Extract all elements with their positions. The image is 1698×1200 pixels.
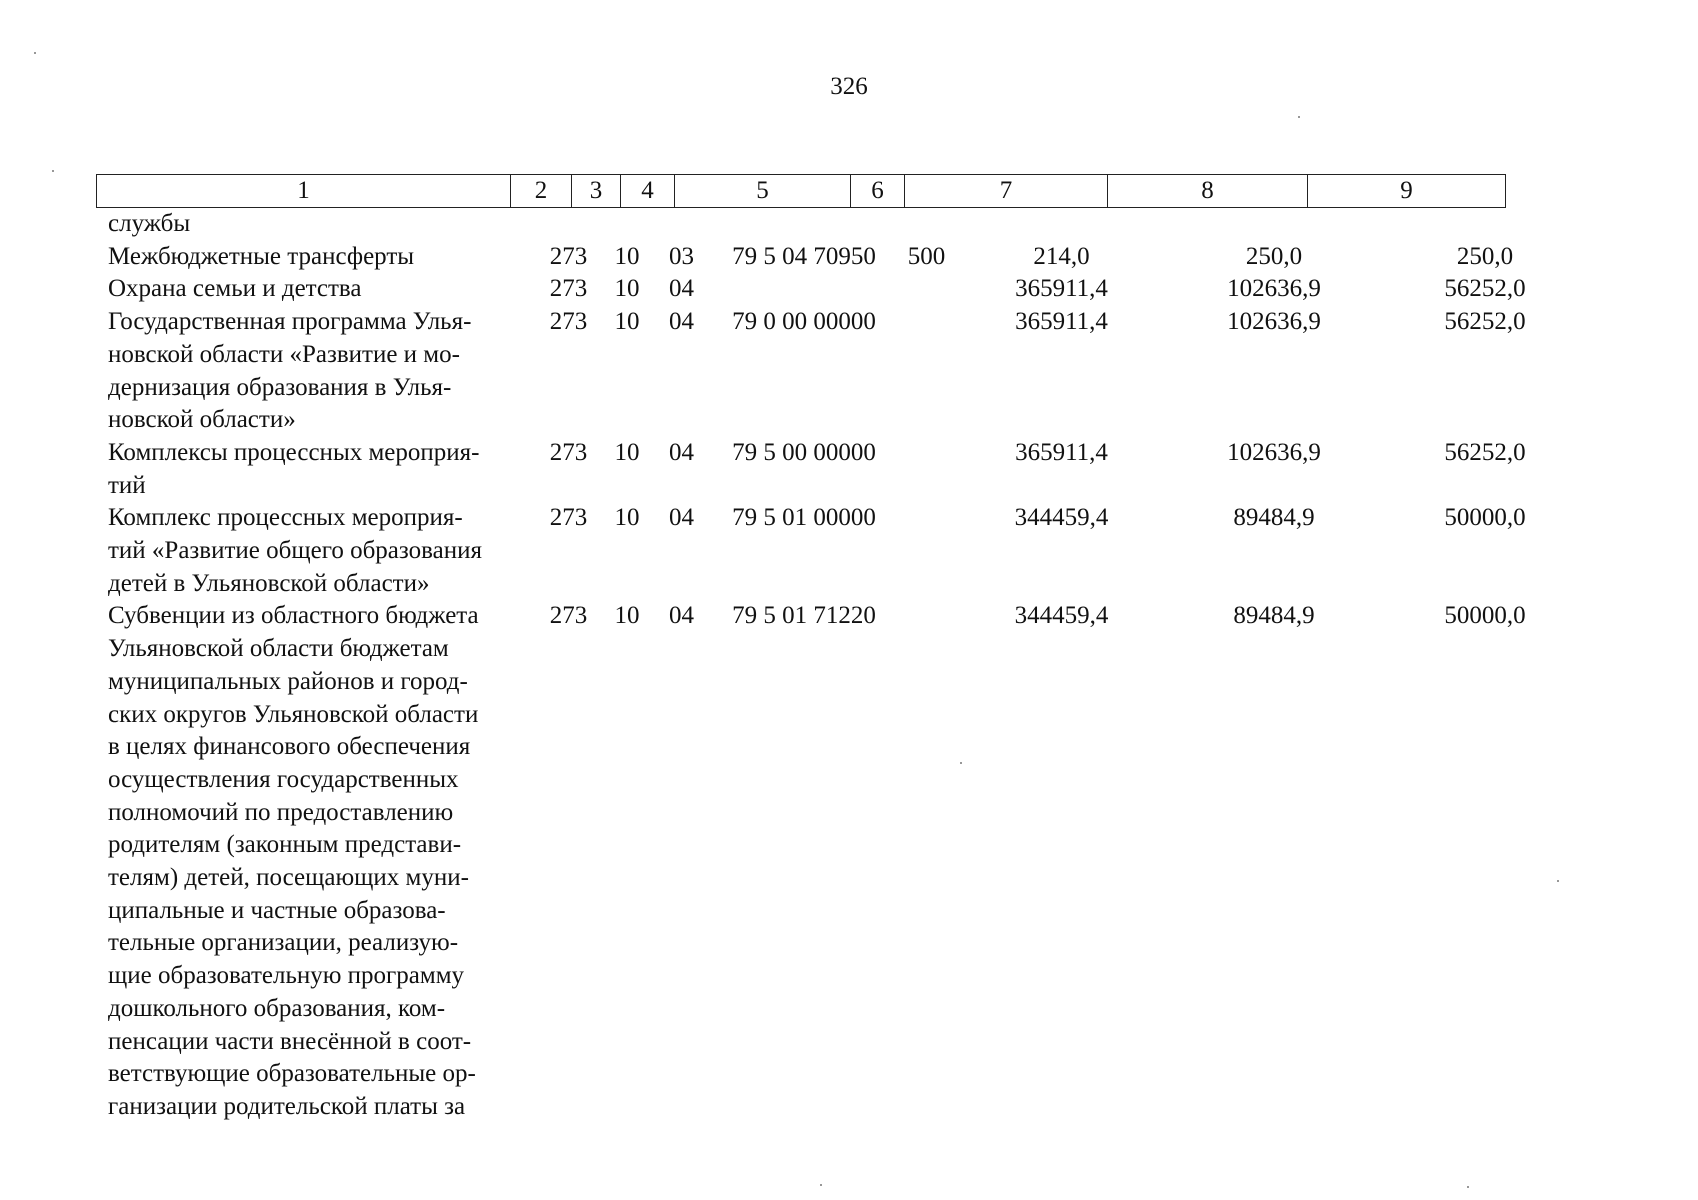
row-target-article: 79 5 00 00000	[732, 438, 876, 466]
row-name: Комплекс процессных мероприя- тий «Развитие общего образования детей в Ульяновской области»	[108, 504, 482, 597]
scan-speck	[52, 170, 54, 172]
row-value-col9	[1380, 208, 1590, 241]
scan-speck	[960, 762, 962, 764]
row-value-col7: 344459,4	[1014, 504, 1109, 532]
column-header-5: 5	[675, 175, 851, 208]
table-row	[96, 600, 1590, 1123]
page-number: 326	[830, 73, 868, 100]
row-section: 10	[614, 242, 640, 270]
table-row	[96, 502, 1590, 600]
scan-speck	[820, 1184, 822, 1186]
row-name: Государственная программа Улья- новской области «Развитие и мо- дернизация образования в Улья- новской области»	[108, 308, 472, 434]
row-subsection: 03	[669, 242, 694, 270]
row-value-col9: 56252,0	[1444, 308, 1526, 336]
row-expense-type	[898, 600, 955, 1123]
row-expense-type	[898, 437, 955, 502]
row-section: 10	[614, 602, 640, 630]
row-value-col7: 365911,4	[1015, 275, 1108, 303]
row-target-article	[710, 208, 898, 241]
row-value-col8: 250,0	[1245, 242, 1303, 270]
row-target-article: 79 5 04 70950	[732, 242, 876, 270]
budget-table-body	[96, 208, 1590, 1124]
table-row	[96, 208, 1590, 241]
row-value-col8	[1168, 208, 1380, 241]
scan-speck	[1557, 880, 1559, 882]
row-gr-code: 273	[549, 275, 588, 303]
row-name: службы	[108, 210, 191, 237]
row-expense-type: 500	[907, 242, 946, 270]
row-name: Комплексы процессных мероприя- тий	[108, 438, 480, 499]
row-value-col7: 214,0	[1033, 242, 1090, 270]
row-name: Охрана семьи и детства	[108, 275, 362, 303]
row-gr-code: 273	[549, 438, 588, 466]
row-value-col9: 56252,0	[1444, 438, 1526, 466]
column-header-row	[97, 175, 1506, 208]
column-header-4: 4	[621, 175, 675, 208]
column-header-8: 8	[1108, 175, 1308, 208]
row-gr-code	[536, 208, 601, 241]
table-row	[96, 437, 1590, 502]
row-target-article	[710, 273, 898, 306]
row-subsection: 04	[669, 602, 694, 630]
row-expense-type	[898, 306, 955, 437]
row-value-col7: 344459,4	[1014, 602, 1109, 630]
row-section: 10	[614, 504, 640, 532]
table-row	[96, 241, 1590, 274]
row-subsection: 04	[669, 308, 694, 336]
row-value-col9: 56252,0	[1444, 275, 1526, 303]
table-row	[96, 273, 1590, 306]
column-header-3: 3	[572, 175, 621, 208]
row-section	[601, 208, 653, 241]
row-target-article: 79 0 00 00000	[732, 308, 876, 336]
row-value-col7: 365911,4	[1015, 438, 1108, 466]
row-subsection: 04	[669, 504, 694, 532]
row-value-col8: 102636,9	[1227, 275, 1321, 303]
row-subsection: 04	[669, 275, 694, 303]
row-section: 10	[614, 308, 640, 336]
row-value-col9: 50000,0	[1444, 504, 1526, 532]
column-header-6: 6	[851, 175, 905, 208]
column-header-1: 1	[97, 175, 511, 208]
row-value-col8: 89484,9	[1233, 504, 1315, 532]
scan-speck	[1298, 116, 1300, 118]
row-name: Субвенции из областного бюджета Ульяновской области бюджетам муниципальных районов и город- ских округов Ульяновской области в целях финансового обеспечения осуществления государственных полномочий по предоставлению родителям (законным представи- телям) детей, посещающих муни- ципальные и частные образова- тельные организации, реализую- щие образовательную программу дошкольного образования, ком- пенсации части внесённой в соот- ветствующие образовательные ор- ганизации родительской платы за	[108, 602, 479, 1120]
column-header-2: 2	[511, 175, 572, 208]
row-gr-code: 273	[549, 308, 588, 336]
row-value-col8: 102636,9	[1227, 438, 1321, 466]
table-row	[96, 306, 1590, 437]
row-value-col9: 50000,0	[1444, 602, 1526, 630]
row-gr-code: 273	[549, 242, 588, 270]
row-value-col9: 250,0	[1456, 242, 1514, 270]
column-header-7: 7	[905, 175, 1108, 208]
row-value-col8: 102636,9	[1227, 308, 1321, 336]
row-value-col7	[955, 208, 1168, 241]
scan-speck	[34, 52, 36, 54]
row-section: 10	[614, 275, 640, 303]
column-header-9: 9	[1308, 175, 1506, 208]
row-name: Межбюджетные трансферты	[108, 242, 415, 270]
scan-speck	[1467, 1186, 1469, 1188]
row-subsection: 04	[669, 438, 694, 466]
row-expense-type	[898, 208, 955, 241]
column-header-table	[96, 174, 1506, 208]
row-gr-code: 273	[549, 504, 588, 532]
row-value-col8: 89484,9	[1233, 602, 1315, 630]
row-expense-type	[898, 273, 955, 306]
row-subsection	[653, 208, 710, 241]
row-target-article: 79 5 01 71220	[732, 602, 876, 630]
row-section: 10	[614, 438, 640, 466]
row-expense-type	[898, 502, 955, 600]
row-value-col7: 365911,4	[1015, 308, 1108, 336]
row-target-article: 79 5 01 00000	[732, 504, 876, 532]
row-gr-code: 273	[549, 602, 588, 630]
